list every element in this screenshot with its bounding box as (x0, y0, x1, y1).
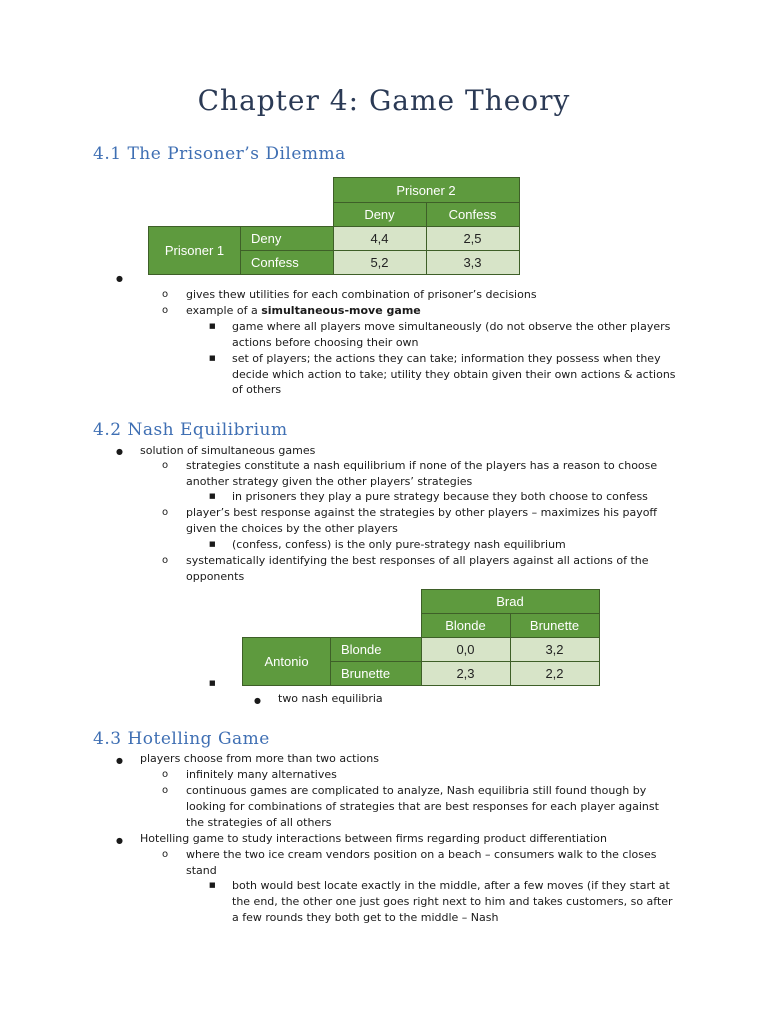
bullet: ■ (209, 492, 216, 500)
bullet-text: the strategies of all others (186, 816, 332, 829)
bullet-text: in prisoners they play a pure strategy because they both choose to confess (232, 490, 648, 503)
row-action-deny: Deny (241, 227, 334, 251)
bullet: ■ (209, 540, 216, 548)
bullet: o (162, 507, 169, 518)
bullet-text: two nash equilibria (278, 692, 383, 705)
bullet-text: players choose from more than two actions (140, 752, 379, 765)
col-action-brunette: Brunette (510, 614, 599, 638)
bullet-text: set of players; the actions they can take; information they possess when they (232, 352, 661, 365)
bullet: ● (116, 756, 123, 765)
row-player-label: Antonio (243, 638, 331, 686)
section-heading-4-2: 4.2 Nash Equilibrium (93, 420, 288, 440)
hair-color-game-table (242, 589, 600, 686)
bullet: o (162, 555, 169, 566)
col-action-confess: Confess (426, 203, 519, 227)
bullet: o (162, 460, 169, 471)
bullet-text: the end, the other one just goes right next to him and takes customers, so after (232, 895, 673, 908)
col-player-label: Prisoner 2 (333, 178, 519, 203)
bullet-text: actions before choosing their own (232, 336, 419, 349)
bullet-text: decide which action to take; utility they obtain given their own actions & actions (232, 368, 676, 381)
row-player-label: Prisoner 1 (149, 227, 241, 275)
bullet: ■ (209, 881, 216, 889)
payoff-cell: 5,2 (333, 251, 426, 275)
bullet-text: solution of simultaneous games (140, 444, 316, 457)
bullet: ■ (209, 354, 216, 362)
bullet-text: infinitely many alternatives (186, 768, 337, 781)
bullet-text: strategies constitute a nash equilibrium if none of the players has a reason to choose (186, 459, 658, 472)
col-player-label: Brad (421, 590, 599, 614)
section-heading-4-3: 4.3 Hotelling Game (93, 729, 270, 749)
bullet-text: player’s best response against the strategies by other players – maximizes his payoff (186, 506, 658, 519)
payoff-cell: 2,3 (421, 662, 510, 686)
payoff-cell: 2,5 (426, 227, 519, 251)
payoff-cell: 2,2 (510, 662, 599, 686)
bullet-text: opponents (186, 570, 245, 583)
bullet-text: where the two ice cream vendors position on a beach – consumers walk to the closes (186, 848, 657, 861)
bullet-text: systematically identifying the best responses of all players against all actions of the (186, 554, 649, 567)
bullet: o (162, 849, 169, 860)
bullet: ● (116, 447, 123, 456)
bullet: ■ (209, 322, 216, 330)
payoff-cell: 3,3 (426, 251, 519, 275)
row-action-blonde: Blonde (331, 638, 422, 662)
bullet: ● (254, 696, 261, 705)
bullet: ● (116, 836, 123, 845)
col-action-deny: Deny (333, 203, 426, 227)
payoff-cell: 3,2 (510, 638, 599, 662)
bullet-text: game where all players move simultaneously (do not observe the other players (232, 320, 671, 333)
bullet-text: example of a simultaneous-move game (186, 304, 421, 317)
bullet: o (162, 289, 169, 300)
col-action-blonde: Blonde (421, 614, 510, 638)
bullet: o (162, 785, 169, 796)
bullet: o (162, 305, 169, 316)
bullet-text: looking for combinations of strategies that are best responses for each player against (186, 800, 659, 813)
row-action-confess: Confess (241, 251, 334, 275)
row-action-brunette: Brunette (331, 662, 422, 686)
bullet-text: (confess, confess) is the only pure-strategy nash equilibrium (232, 538, 566, 551)
payoff-cell: 4,4 (333, 227, 426, 251)
bullet-text: another strategy given the other players’ strategies (186, 475, 473, 488)
bullet-text: a few rounds they both get to the middle – Nash (232, 911, 499, 924)
bullet-text: given the choices by the other players (186, 522, 398, 535)
payoff-cell: 0,0 (421, 638, 510, 662)
bullet: ■ (209, 679, 216, 687)
bullet-text: continuous games are complicated to analyze, Nash equilibria still found though by (186, 784, 647, 797)
page-title: Chapter 4: Game Theory (197, 84, 571, 117)
bullet-text: gives thew utilities for each combination of prisoner’s decisions (186, 288, 537, 301)
bullet-text: Hotelling game to study interactions between firms regarding product differentiation (140, 832, 607, 845)
bullet-text: stand (186, 864, 217, 877)
bullet: ● (116, 274, 123, 283)
bullet-text: both would best locate exactly in the middle, after a few moves (if they start at (232, 879, 670, 892)
prisoners-dilemma-table (148, 177, 520, 275)
bullet-text: of others (232, 383, 282, 396)
bullet: o (162, 769, 169, 780)
section-heading-4-1: 4.1 The Prisoner’s Dilemma (93, 144, 346, 164)
